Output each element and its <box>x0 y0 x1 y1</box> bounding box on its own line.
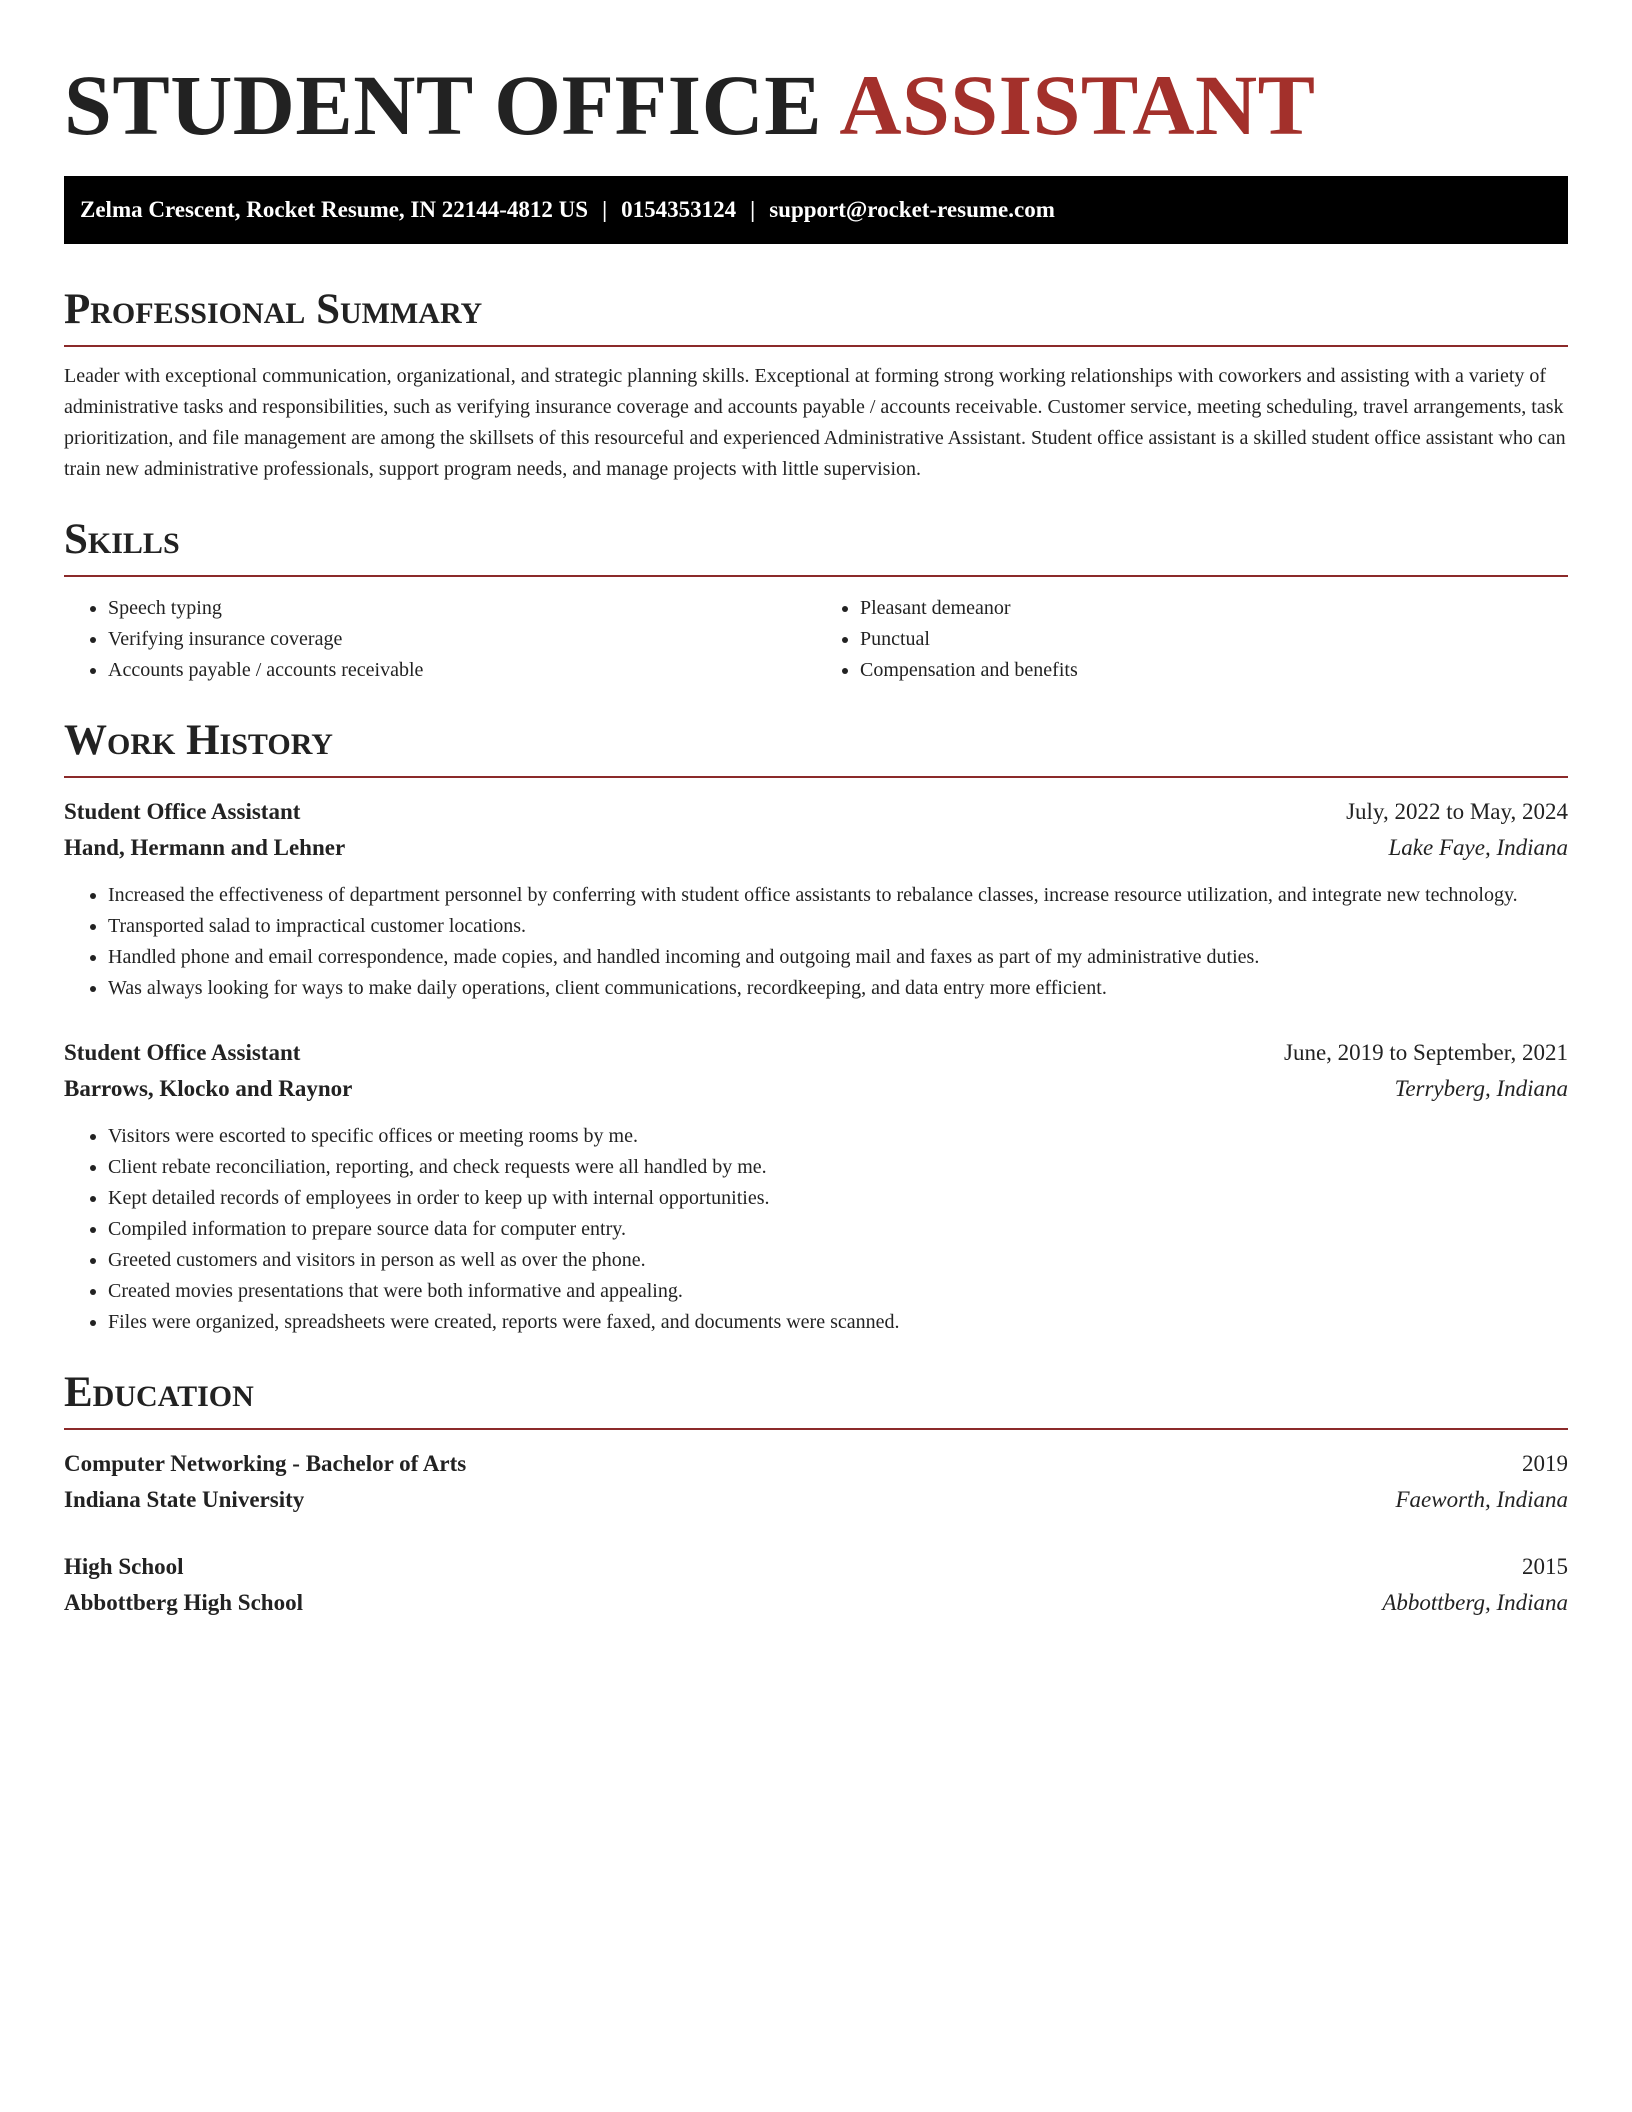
job-header-row <box>64 1035 1568 1071</box>
skill-item: • Pleasant demeanor <box>860 593 1568 624</box>
job-location: Terryberg, Indiana <box>1394 1076 1568 1101</box>
education-entry <box>64 1549 1568 1621</box>
job-location: Lake Faye, Indiana <box>1388 835 1568 860</box>
skills-section <box>64 515 1568 686</box>
job-bullet: • Created movies presentations that were both informative and appealing. <box>108 1276 1568 1307</box>
education-entry <box>64 1446 1568 1518</box>
education-degree: High School <box>64 1554 184 1579</box>
education-degree-row <box>64 1549 1568 1585</box>
job-bullet: • Increased the effectiveness of department personnel by conferring with student office assistants to rebalance classes, increase resource utilization, and integrate new technology. <box>108 880 1568 911</box>
job-company: Hand, Hermann and Lehner <box>64 835 346 860</box>
title-accent: ASSISTANT <box>839 57 1316 153</box>
resume-title <box>64 0 1568 155</box>
skills-heading: Skills <box>64 516 180 563</box>
education-year: 2019 <box>1522 1451 1568 1476</box>
education-location: Abbottberg, Indiana <box>1382 1590 1568 1615</box>
skill-item: • Accounts payable / accounts receivable <box>108 655 816 686</box>
skill-item: • Punctual <box>860 624 1568 655</box>
job-bullet: • Kept detailed records of employees in order to keep up with internal opportunities. <box>108 1183 1568 1214</box>
section-divider <box>64 575 1568 577</box>
work-section <box>64 716 1568 1338</box>
title-main: STUDENT OFFICE <box>64 57 823 153</box>
contact-separator: | <box>602 197 608 222</box>
contact-phone: 0154353124 <box>621 197 737 222</box>
job-bullet: • Visitors were escorted to specific offices or meeting rooms by me. <box>108 1121 1568 1152</box>
job-title: Student Office Assistant <box>64 799 301 824</box>
summary-section <box>64 285 1568 485</box>
job-company: Barrows, Klocko and Raynor <box>64 1076 353 1101</box>
skill-item: • Verifying insurance coverage <box>108 624 816 655</box>
job-entry <box>64 1035 1568 1338</box>
education-school: Indiana State University <box>64 1487 305 1512</box>
skills-list <box>64 593 1568 686</box>
job-title: Student Office Assistant <box>64 1040 301 1065</box>
job-bullets <box>64 880 1568 1004</box>
education-degree: Computer Networking - Bachelor of Arts <box>64 1451 467 1476</box>
education-degree-row <box>64 1446 1568 1482</box>
contact-address: Zelma Crescent, Rocket Resume, IN 22144-4812 US <box>80 197 589 222</box>
contact-bar <box>64 176 1568 244</box>
education-year: 2015 <box>1522 1554 1568 1579</box>
education-school-row <box>64 1482 1568 1518</box>
job-bullet: • Handled phone and email correspondence, made copies, and handled incoming and outgoing mail and faxes as part of my administrative duties. <box>108 942 1568 973</box>
job-dates: July, 2022 to May, 2024 <box>1346 799 1568 824</box>
job-bullet: • Was always looking for ways to make daily operations, client communications, recordkeeping, and data entry more efficient. <box>108 973 1568 1004</box>
job-bullet: • Client rebate reconciliation, reporting, and check requests were all handled by me. <box>108 1152 1568 1183</box>
education-school: Abbottberg High School <box>64 1590 303 1615</box>
education-heading: Education <box>64 1369 254 1416</box>
job-company-row <box>64 1071 1568 1107</box>
contact-separator: | <box>750 197 756 222</box>
job-entry <box>64 794 1568 1004</box>
job-dates: June, 2019 to September, 2021 <box>1284 1040 1568 1065</box>
job-bullet: • Compiled information to prepare source data for computer entry. <box>108 1214 1568 1245</box>
skill-item: • Speech typing <box>108 593 816 624</box>
work-heading: Work History <box>64 717 333 764</box>
summary-text: Leader with exceptional communication, organizational, and strategic planning skills. Exceptional at forming strong working relationships with coworkers and assisting with a variety of administrative tasks and responsibilities, such as verifying insurance coverage and accounts payable / accounts receivable. Customer service, meeting scheduling, travel arrangements, task prioritization, and file management are among the skillsets of this resourceful and experienced Administrative Assistant. Student office assistant is a skilled student office assistant who can train new administrative professionals, support program needs, and manage projects with little supervision. <box>64 365 1566 480</box>
job-bullets <box>64 1121 1568 1338</box>
skills-column-right <box>816 593 1568 686</box>
education-section <box>64 1368 1568 1621</box>
contact-email: support@rocket-resume.com <box>769 197 1055 222</box>
summary-heading: Professional Summary <box>64 286 483 333</box>
job-bullet: • Greeted customers and visitors in person as well as over the phone. <box>108 1245 1568 1276</box>
job-bullet: • Transported salad to impractical customer locations. <box>108 911 1568 942</box>
skills-column-left <box>64 593 816 686</box>
job-company-row <box>64 830 1568 866</box>
skill-item: • Compensation and benefits <box>860 655 1568 686</box>
job-header-row <box>64 794 1568 830</box>
section-divider <box>64 1428 1568 1430</box>
section-divider <box>64 776 1568 778</box>
section-divider <box>64 345 1568 347</box>
education-location: Faeworth, Indiana <box>1395 1487 1568 1512</box>
job-bullet: • Files were organized, spreadsheets were created, reports were faxed, and documents were scanned. <box>108 1307 1568 1338</box>
education-school-row <box>64 1585 1568 1621</box>
